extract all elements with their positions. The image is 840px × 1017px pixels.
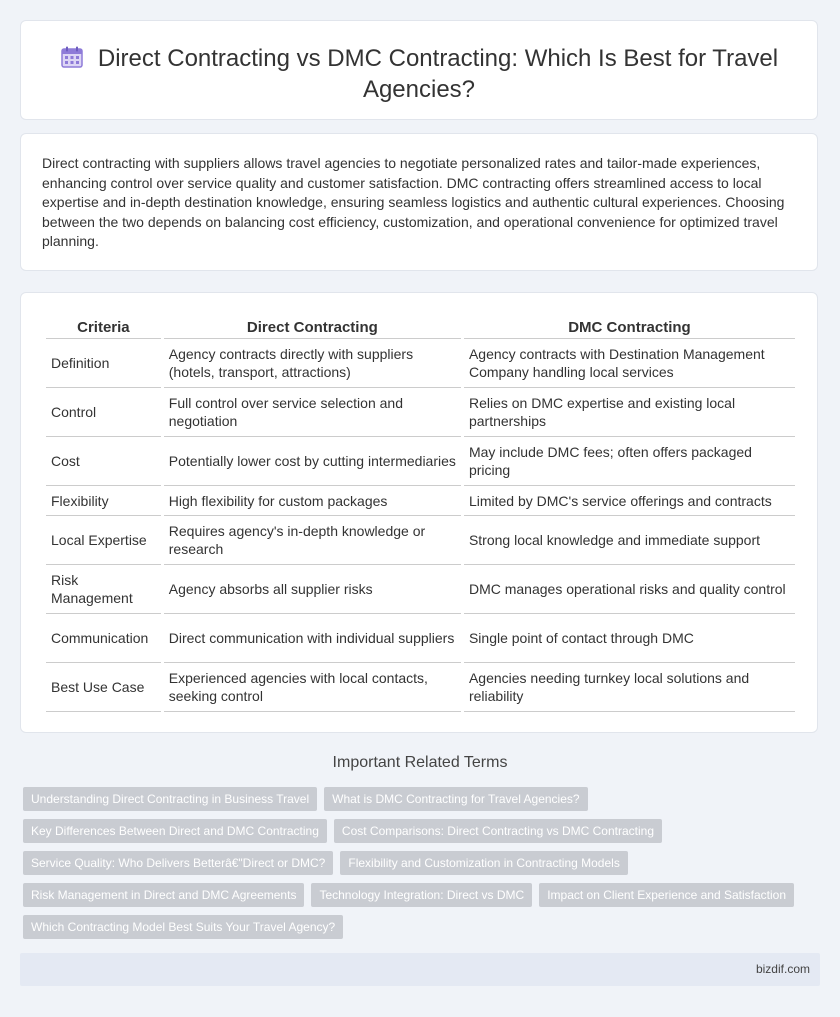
footer-site-link[interactable]: bizdif.com <box>755 962 810 976</box>
related-term-tag[interactable]: Service Quality: Who Delivers Betterâ€"Direct or DMC? <box>23 851 333 875</box>
dmc-cell: Strong local knowledge and immediate support <box>464 516 795 565</box>
related-term-tag[interactable]: Key Differences Between Direct and DMC Contracting <box>23 819 327 843</box>
direct-cell: Requires agency's in-depth knowledge or research <box>164 516 461 565</box>
direct-cell: Agency contracts directly with suppliers (hotels, transport, attractions) <box>164 339 461 388</box>
related-terms-list <box>23 787 823 947</box>
intro-card <box>20 133 818 271</box>
tag-row <box>23 819 823 843</box>
criteria-cell: Local Expertise <box>46 516 161 565</box>
page-title: Direct Contracting vs DMC Contracting: Which Is Best for Travel Agencies? <box>97 45 779 103</box>
criteria-cell: Control <box>46 388 161 437</box>
dmc-cell: Single point of contact through DMC <box>464 614 795 663</box>
dmc-cell: May include DMC fees; often offers packaged pricing <box>464 437 795 486</box>
criteria-cell: Flexibility <box>46 486 161 516</box>
dmc-cell: DMC manages operational risks and quality control <box>464 565 795 614</box>
criteria-cell: Cost <box>46 437 161 486</box>
title-card <box>20 20 818 120</box>
table-row <box>46 565 795 614</box>
dmc-cell: Relies on DMC expertise and existing local partnerships <box>464 388 795 437</box>
direct-cell: High flexibility for custom packages <box>164 486 461 516</box>
header-direct-contracting: Direct Contracting <box>164 315 461 339</box>
direct-cell: Agency absorbs all supplier risks <box>164 565 461 614</box>
dmc-cell: Agency contracts with Destination Management Company handling local services <box>464 339 795 388</box>
title-wrap <box>21 43 817 105</box>
related-term-tag[interactable]: What is DMC Contracting for Travel Agencies? <box>324 787 587 811</box>
dmc-cell: Limited by DMC's service offerings and contracts <box>464 486 795 516</box>
related-term-tag[interactable]: Impact on Client Experience and Satisfaction <box>539 883 794 907</box>
table-row <box>46 486 795 516</box>
table-header-row <box>46 315 795 339</box>
table-row <box>46 516 795 565</box>
table-row <box>46 614 795 663</box>
direct-cell: Full control over service selection and negotiation <box>164 388 461 437</box>
table-row <box>46 339 795 388</box>
related-terms-title: Important Related Terms <box>332 754 508 771</box>
table-row <box>46 663 795 712</box>
criteria-cell: Risk Management <box>46 565 161 614</box>
tag-row <box>23 883 823 907</box>
related-term-tag[interactable]: Which Contracting Model Best Suits Your Travel Agency? <box>23 915 343 939</box>
criteria-cell: Definition <box>46 339 161 388</box>
related-term-tag[interactable]: Technology Integration: Direct vs DMC <box>311 883 532 907</box>
header-dmc-contracting: DMC Contracting <box>464 315 795 339</box>
footer <box>20 953 820 986</box>
table-row <box>46 437 795 486</box>
comparison-table <box>43 315 798 712</box>
related-term-tag[interactable]: Risk Management in Direct and DMC Agreements <box>23 883 304 907</box>
direct-cell: Experienced agencies with local contacts, seeking control <box>164 663 461 712</box>
tag-row <box>23 915 823 939</box>
calendar-icon <box>60 45 84 74</box>
related-term-tag[interactable]: Understanding Direct Contracting in Business Travel <box>23 787 317 811</box>
dmc-cell: Agencies needing turnkey local solutions and reliability <box>464 663 795 712</box>
comparison-table-card <box>20 292 818 733</box>
direct-cell: Direct communication with individual suppliers <box>164 614 461 663</box>
intro-paragraph: Direct contracting with suppliers allows travel agencies to negotiate personalized rates and tailor-made experiences, enhancing control over service quality and customer satisfaction. DMC contracting offers streamlined access to local expertise and in-depth destination knowledge, ensuring seamless logistics and authentic cultural experiences. Choosing between the two depends on balancing cost efficiency, customization, and operational convenience for optimized travel planning. <box>42 155 785 249</box>
direct-cell: Potentially lower cost by cutting intermediaries <box>164 437 461 486</box>
table-row <box>46 388 795 437</box>
tag-row <box>23 787 823 811</box>
related-term-tag[interactable]: Flexibility and Customization in Contracting Models <box>340 851 627 875</box>
criteria-cell: Best Use Case <box>46 663 161 712</box>
header-criteria: Criteria <box>46 315 161 339</box>
criteria-cell: Communication <box>46 614 161 663</box>
tag-row <box>23 851 823 875</box>
related-term-tag[interactable]: Cost Comparisons: Direct Contracting vs DMC Contracting <box>334 819 662 843</box>
